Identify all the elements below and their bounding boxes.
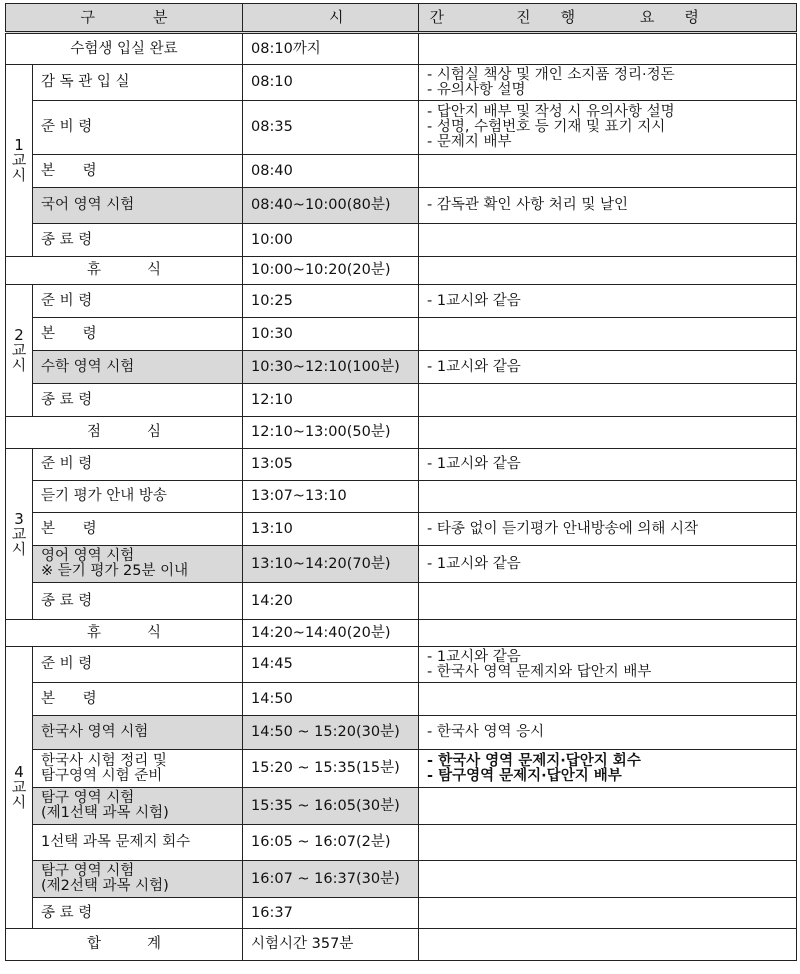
row-time: 13:10~14:20(70분) bbox=[243, 546, 419, 583]
row-note bbox=[419, 583, 797, 620]
row-note: - 한국사 영역 문제지·답안지 회수 - 탐구영역 문제지·답안지 배부 bbox=[419, 750, 797, 788]
row-note: - 1교시와 같음 bbox=[419, 546, 797, 583]
row-time: 08:40~10:00(80분) bbox=[243, 188, 419, 224]
table-row bbox=[6, 683, 797, 716]
row-time: 16:05 ~ 16:07(2분) bbox=[243, 825, 419, 861]
period-label-3: 3 교 시 bbox=[6, 449, 33, 620]
table-row bbox=[6, 788, 797, 825]
table-row bbox=[6, 257, 797, 285]
table-row bbox=[6, 417, 797, 449]
row-item: 1선택 과목 문제지 회수 bbox=[33, 825, 243, 861]
row-time: 08:10 bbox=[243, 65, 419, 101]
row-note bbox=[419, 481, 797, 513]
row-note: - 1교시와 같음 bbox=[419, 449, 797, 481]
row-note bbox=[419, 788, 797, 825]
period-label-4: 4 교 시 bbox=[6, 647, 33, 929]
table-row bbox=[6, 647, 797, 683]
row-time: 13:07~13:10 bbox=[243, 481, 419, 513]
row-time: 13:05 bbox=[243, 449, 419, 481]
row-time: 10:00 bbox=[243, 224, 419, 257]
row-note bbox=[419, 929, 797, 961]
row-time: 15:35 ~ 16:05(30분) bbox=[243, 788, 419, 825]
exam-schedule-table bbox=[5, 3, 797, 961]
row-note bbox=[419, 257, 797, 285]
row-item: 점 심 bbox=[6, 417, 243, 449]
row-time: 15:20 ~ 15:35(15분) bbox=[243, 750, 419, 788]
row-note bbox=[419, 861, 797, 898]
table-row bbox=[6, 101, 797, 155]
row-note: - 시험실 책상 및 개인 소지품 정리·정돈 - 유의사항 설명 bbox=[419, 65, 797, 101]
row-time: 14:20 bbox=[243, 583, 419, 620]
row-note: - 한국사 영역 응시 bbox=[419, 716, 797, 750]
row-item: 한국사 영역 시험 bbox=[33, 716, 243, 750]
row-time: 14:50 ~ 15:20(30분) bbox=[243, 716, 419, 750]
row-note: - 감독관 확인 사항 처리 및 날인 bbox=[419, 188, 797, 224]
row-item: 종 료 령 bbox=[33, 384, 243, 417]
row-item: 준 비 령 bbox=[33, 449, 243, 481]
table-row bbox=[6, 825, 797, 861]
table-row bbox=[6, 351, 797, 384]
row-note: - 1교시와 같음 - 한국사 영역 문제지와 답안지 배부 bbox=[419, 647, 797, 683]
row-item: 휴 식 bbox=[6, 620, 243, 647]
row-note: - 타종 없이 듣기평가 안내방송에 의해 시작 bbox=[419, 513, 797, 546]
row-item: 국어 영역 시험 bbox=[33, 188, 243, 224]
table-row bbox=[6, 33, 797, 65]
row-time: 08:40 bbox=[243, 155, 419, 188]
row-note bbox=[419, 155, 797, 188]
row-note bbox=[419, 683, 797, 716]
row-note: - 1교시와 같음 bbox=[419, 285, 797, 318]
row-note bbox=[419, 33, 797, 65]
row-time: 12:10 bbox=[243, 384, 419, 417]
row-note: - 답안지 배부 및 작성 시 유의사항 설명 - 성명, 수험번호 등 기재 및 표기 지시 - 문제지 배부 bbox=[419, 101, 797, 155]
table-row bbox=[6, 384, 797, 417]
row-time: 16:37 bbox=[243, 898, 419, 929]
row-item: 본 령 bbox=[33, 318, 243, 351]
row-item: 준 비 령 bbox=[33, 647, 243, 683]
table-row bbox=[6, 583, 797, 620]
row-note bbox=[419, 318, 797, 351]
row-item: 종 료 령 bbox=[33, 583, 243, 620]
header-category: 구분 bbox=[6, 4, 243, 33]
row-item: 종 료 령 bbox=[33, 224, 243, 257]
table-row bbox=[6, 481, 797, 513]
header-procedure: 진행 요령 bbox=[419, 4, 797, 33]
row-note bbox=[419, 417, 797, 449]
row-item: 준 비 령 bbox=[33, 285, 243, 318]
row-item: 휴 식 bbox=[6, 257, 243, 285]
table-row bbox=[6, 449, 797, 481]
table-row bbox=[6, 155, 797, 188]
row-item: 감 독 관 입 실 bbox=[33, 65, 243, 101]
row-time: 08:35 bbox=[243, 101, 419, 155]
row-item: 듣기 평가 안내 방송 bbox=[33, 481, 243, 513]
header-time: 시간 bbox=[243, 4, 419, 33]
table-row bbox=[6, 285, 797, 318]
row-item: 종 료 령 bbox=[33, 898, 243, 929]
row-item: 수험생 입실 완료 bbox=[6, 33, 243, 65]
table-row bbox=[6, 546, 797, 583]
row-time: 16:07 ~ 16:37(30분) bbox=[243, 861, 419, 898]
table-row bbox=[6, 898, 797, 929]
table-row bbox=[6, 224, 797, 257]
table-row bbox=[6, 65, 797, 101]
row-time: 13:10 bbox=[243, 513, 419, 546]
row-note bbox=[419, 620, 797, 647]
row-time: 10:25 bbox=[243, 285, 419, 318]
row-time: 14:20~14:40(20분) bbox=[243, 620, 419, 647]
period-label-2: 2 교 시 bbox=[6, 285, 33, 417]
row-note bbox=[419, 224, 797, 257]
row-time: 10:30~12:10(100분) bbox=[243, 351, 419, 384]
total-label: 합 계 bbox=[6, 929, 243, 961]
row-note bbox=[419, 825, 797, 861]
row-item: 본 령 bbox=[33, 155, 243, 188]
row-time: 14:45 bbox=[243, 647, 419, 683]
row-item: 준 비 령 bbox=[33, 101, 243, 155]
row-item: 수학 영역 시험 bbox=[33, 351, 243, 384]
table-row bbox=[6, 861, 797, 898]
total-time: 시험시간 357분 bbox=[243, 929, 419, 961]
row-time: 14:50 bbox=[243, 683, 419, 716]
row-note bbox=[419, 898, 797, 929]
row-item: 본 령 bbox=[33, 513, 243, 546]
table-row-total bbox=[6, 929, 797, 961]
row-time: 10:00~10:20(20분) bbox=[243, 257, 419, 285]
table-row bbox=[6, 750, 797, 788]
row-time: 10:30 bbox=[243, 318, 419, 351]
row-item: 영어 영역 시험 ※ 듣기 평가 25분 이내 bbox=[33, 546, 243, 583]
table-row bbox=[6, 188, 797, 224]
row-note bbox=[419, 384, 797, 417]
row-item: 탐구 영역 시험 (제1선택 과목 시험) bbox=[33, 788, 243, 825]
table-row bbox=[6, 620, 797, 647]
table-row bbox=[6, 318, 797, 351]
table-row bbox=[6, 513, 797, 546]
table-row bbox=[6, 716, 797, 750]
row-item: 본 령 bbox=[33, 683, 243, 716]
header-row bbox=[6, 4, 797, 33]
row-item: 한국사 시험 정리 및 탐구영역 시험 준비 bbox=[33, 750, 243, 788]
row-time: 08:10까지 bbox=[243, 33, 419, 65]
row-item: 탐구 영역 시험 (제2선택 과목 시험) bbox=[33, 861, 243, 898]
row-time: 12:10~13:00(50분) bbox=[243, 417, 419, 449]
period-label-1: 1 교 시 bbox=[6, 65, 33, 257]
row-note: - 1교시와 같음 bbox=[419, 351, 797, 384]
